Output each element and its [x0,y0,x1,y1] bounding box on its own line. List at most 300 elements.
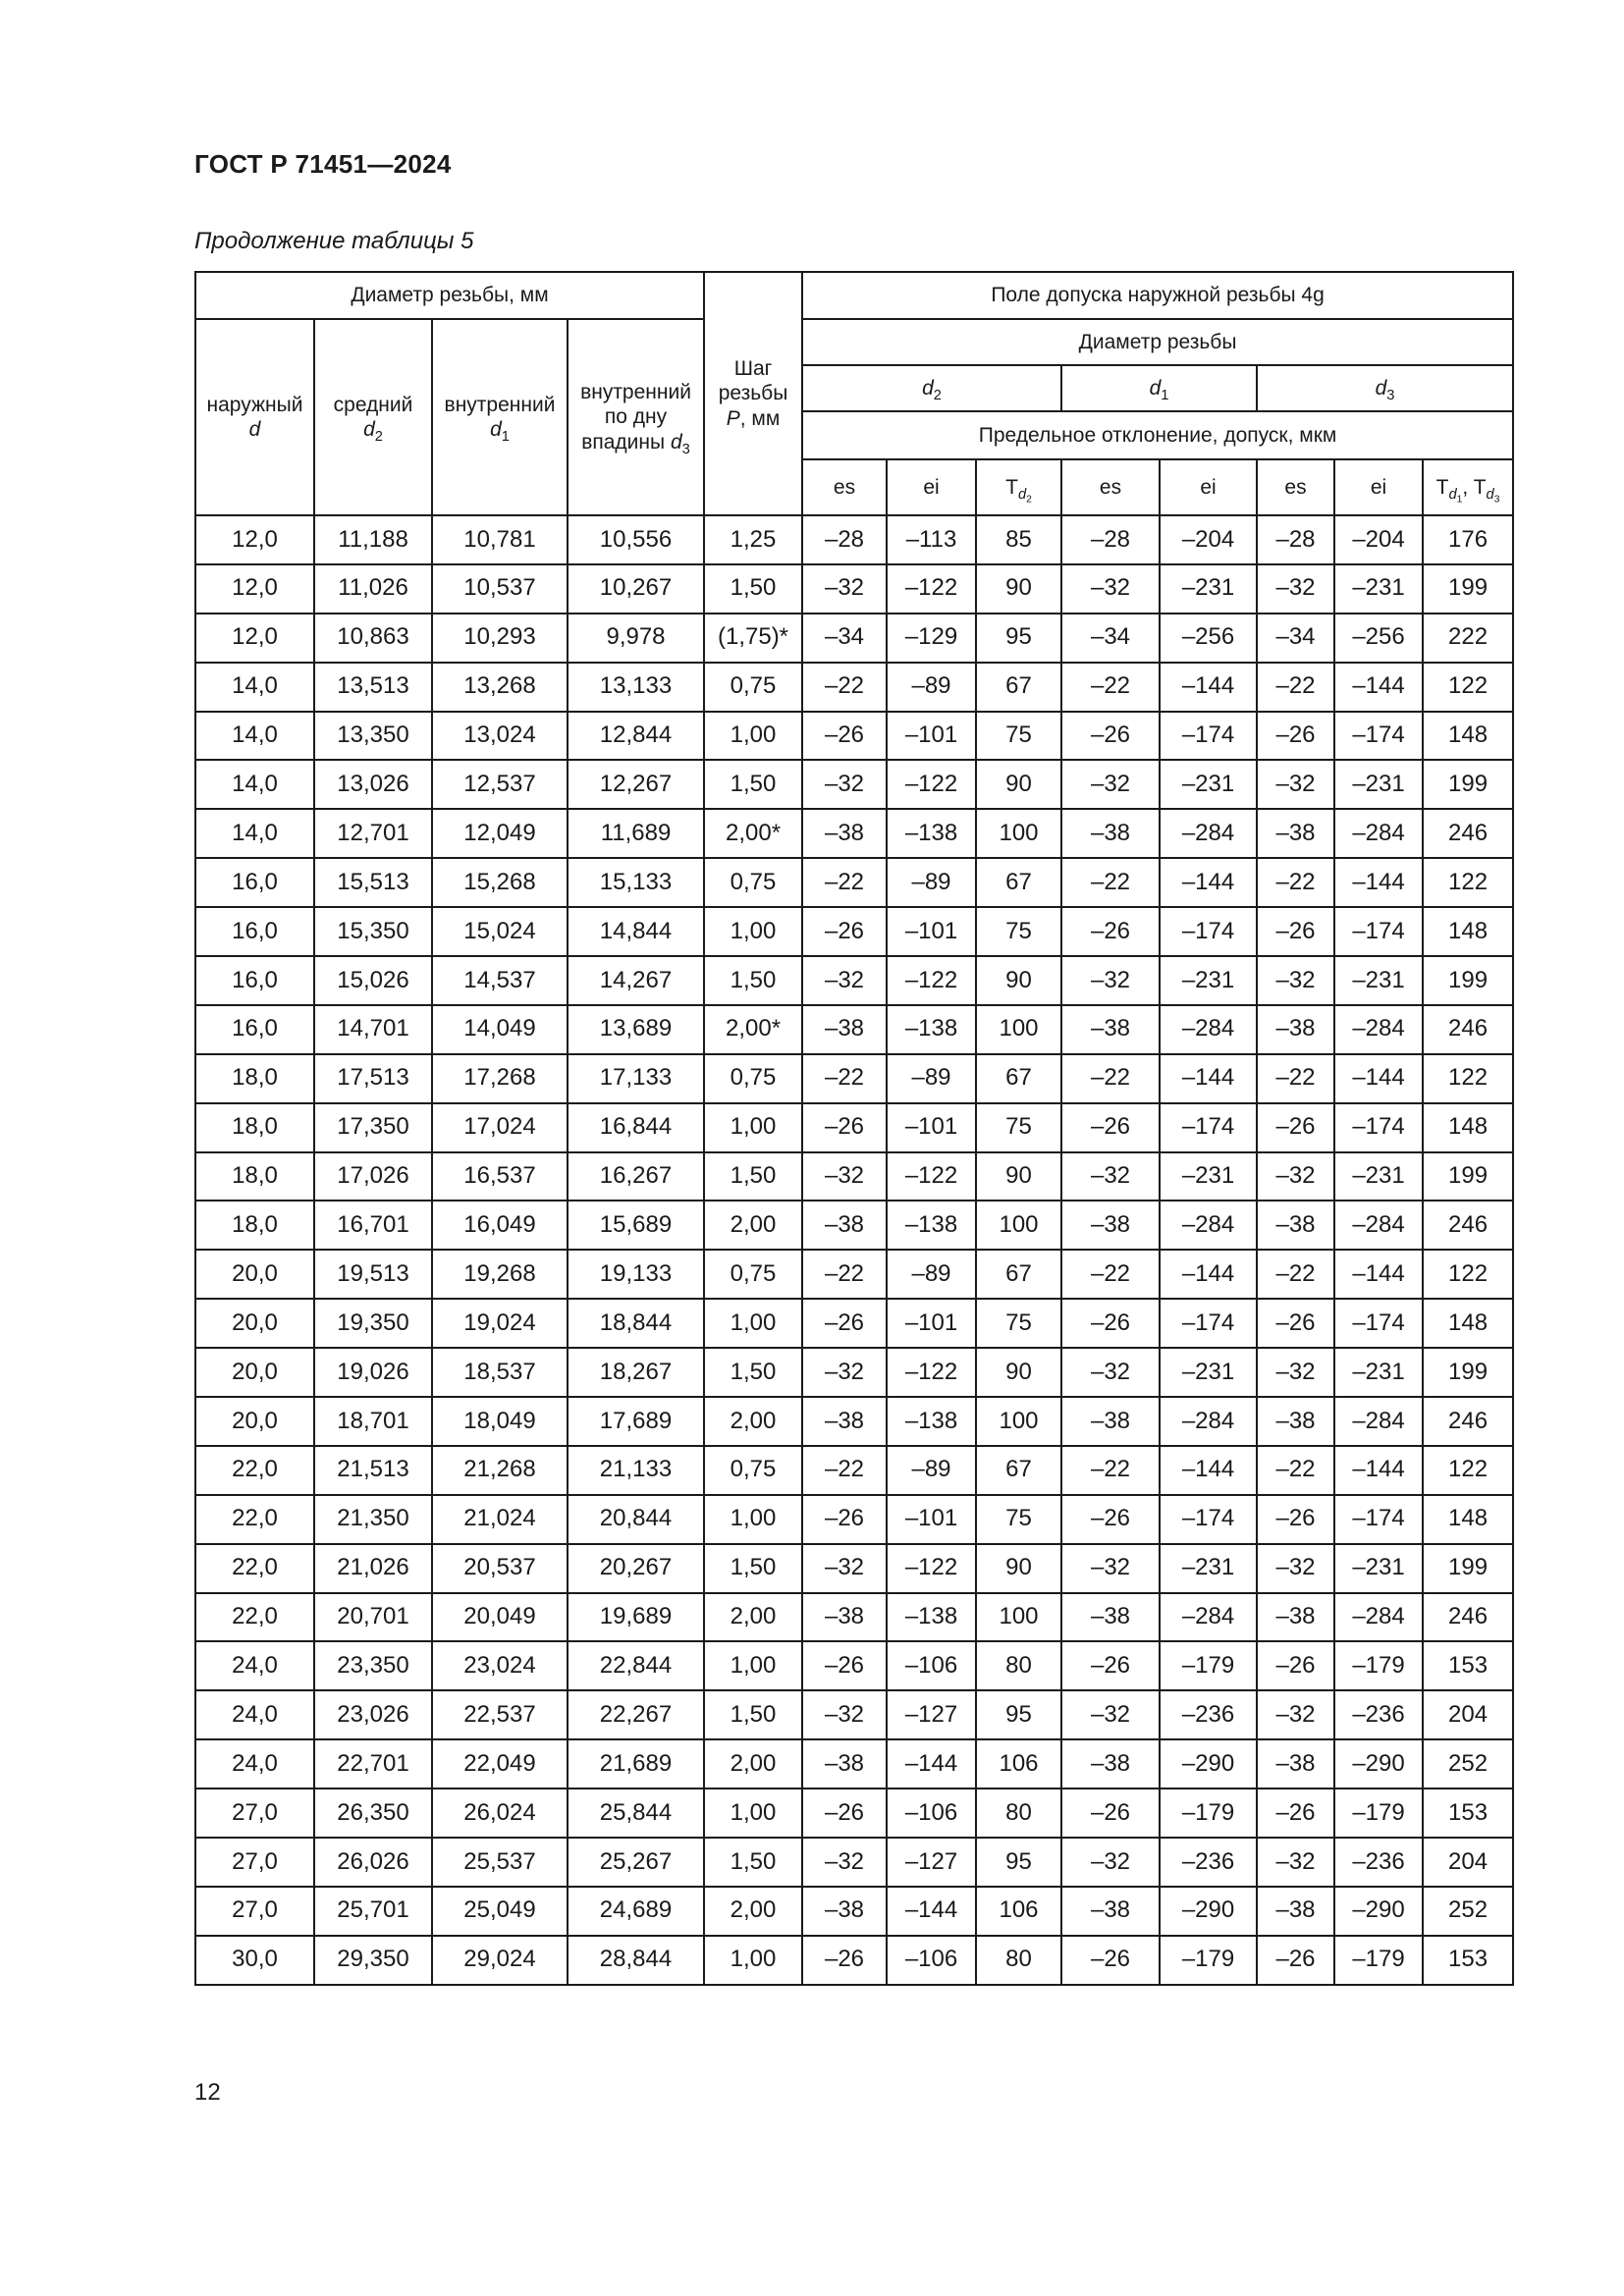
table-cell: 95 [976,1838,1061,1887]
table-cell: –26 [1061,1789,1160,1838]
table-cell: 1,50 [704,564,802,614]
table-cell: 22,049 [432,1739,568,1789]
table-cell: 29,024 [432,1936,568,1985]
header-pitch [704,272,802,515]
table-cell: –236 [1160,1690,1257,1739]
table-cell: –38 [1061,1201,1160,1250]
table-cell: 22,267 [568,1690,704,1739]
table-cell: 148 [1423,907,1513,956]
table-row [195,1005,1513,1054]
table-cell: –22 [1257,858,1334,907]
table-cell: 1,50 [704,1838,802,1887]
table-cell: –236 [1334,1838,1423,1887]
table-cell: 22,537 [432,1690,568,1739]
table-cell: –38 [802,1593,887,1642]
table-cell: 16,0 [195,1005,314,1054]
table-cell: –26 [1257,712,1334,761]
table-cell: –138 [887,809,976,858]
table-cell: –144 [1160,1054,1257,1103]
table-row [195,1641,1513,1690]
table-cell: 90 [976,564,1061,614]
table-cell: –32 [802,760,887,809]
table-cell: –22 [1257,1054,1334,1103]
table-cell: –26 [1257,1299,1334,1348]
table-cell: 67 [976,663,1061,712]
header-outer-label: наружный [206,393,303,416]
table-cell: –231 [1334,1544,1423,1593]
header-es-d3: es [1257,459,1334,515]
table-row [195,1936,1513,1985]
table-cell: –32 [1061,1348,1160,1397]
table-cell: 16,0 [195,907,314,956]
table-cell: 25,267 [568,1838,704,1887]
table-cell: 13,513 [314,663,432,712]
table-cell: 20,537 [432,1544,568,1593]
table-cell: 100 [976,809,1061,858]
table-cell: 90 [976,760,1061,809]
table-cell: –38 [802,1397,887,1446]
table-cell: –179 [1334,1789,1423,1838]
table-cell: 12,0 [195,614,314,663]
table-cell: –89 [887,1446,976,1495]
table-cell: 30,0 [195,1936,314,1985]
table-cell: 12,844 [568,712,704,761]
table-row [195,1299,1513,1348]
table-cell: 15,268 [432,858,568,907]
table-cell: –256 [1160,614,1257,663]
table-cell: 148 [1423,1103,1513,1152]
header-root-diameter [568,319,704,515]
table-cell: –101 [887,1103,976,1152]
table-cell: –22 [1257,1250,1334,1299]
table-cell: –284 [1160,1005,1257,1054]
table-cell: 2,00* [704,1005,802,1054]
table-cell: 15,026 [314,956,432,1005]
table-cell: –290 [1160,1887,1257,1936]
table-cell: –32 [1257,1838,1334,1887]
header-td2-d: d [1017,486,1027,503]
table-cell: –22 [1061,1250,1160,1299]
table-cell: –204 [1334,515,1423,564]
table-cell: 10,293 [432,614,568,663]
table-cell: –231 [1160,1544,1257,1593]
table-cell: –89 [887,663,976,712]
table-cell: 17,513 [314,1054,432,1103]
table-cell: –22 [1061,1054,1160,1103]
table-cell: 26,350 [314,1789,432,1838]
header-thread-diameter: Диаметр резьбы [802,319,1513,365]
table-cell: 246 [1423,1397,1513,1446]
table-cell: 16,0 [195,956,314,1005]
header-d1-subscript: 1 [1161,388,1169,404]
table-row [195,1887,1513,1936]
table-cell: 16,844 [568,1103,704,1152]
table-cell: –38 [1257,1739,1334,1789]
table-cell: –106 [887,1641,976,1690]
table-cell: –174 [1334,1495,1423,1544]
table-cell: –22 [802,1054,887,1103]
table-cell: 20,0 [195,1397,314,1446]
table-cell: 13,350 [314,712,432,761]
table-cell: 106 [976,1739,1061,1789]
table-cell: 18,0 [195,1201,314,1250]
table-cell: 14,0 [195,760,314,809]
table-cell: 15,350 [314,907,432,956]
table-cell: –32 [802,1690,887,1739]
table-row [195,1495,1513,1544]
header-mid-diameter [314,319,432,515]
table-cell: 23,026 [314,1690,432,1739]
page-number: 12 [194,2079,221,2106]
table-cell: –144 [1160,1250,1257,1299]
table-cell: 11,188 [314,515,432,564]
table-cell: 17,133 [568,1054,704,1103]
table-cell: 10,537 [432,564,568,614]
header-inner-symbol: d [490,418,502,441]
table-cell: 148 [1423,1495,1513,1544]
table-cell: –174 [1334,907,1423,956]
header-ei-d2: ei [887,459,976,515]
table-cell: –28 [1257,515,1334,564]
header-td3-d: d [1486,486,1494,503]
table-cell: 27,0 [195,1887,314,1936]
table-cell: –122 [887,956,976,1005]
table-cell: –144 [1334,858,1423,907]
table-cell: –26 [1257,1936,1334,1985]
table-cell: –26 [1061,1495,1160,1544]
header-root-symbol: d [670,430,682,454]
table-caption: Продолжение таблицы 5 [194,228,474,254]
table-cell: 246 [1423,1005,1513,1054]
table-cell: 122 [1423,858,1513,907]
table-cell: –127 [887,1690,976,1739]
table-row [195,1838,1513,1887]
table-cell: –138 [887,1201,976,1250]
table-cell: –32 [1061,956,1160,1005]
header-d3-symbol: d [1375,376,1387,400]
table-cell: 17,024 [432,1103,568,1152]
table-cell: 1,50 [704,1544,802,1593]
header-inner-subscript: 1 [501,429,510,446]
table-row [195,564,1513,614]
table-cell: 19,350 [314,1299,432,1348]
table-cell: –231 [1160,564,1257,614]
header-td1-d: d [1448,486,1457,503]
table-cell: 13,024 [432,712,568,761]
header-diameter-group: Диаметр резьбы, мм [195,272,704,319]
table-row [195,1690,1513,1739]
table-cell: 122 [1423,1446,1513,1495]
table-cell: 18,0 [195,1054,314,1103]
table-cell: 13,689 [568,1005,704,1054]
table-cell: 18,701 [314,1397,432,1446]
table-cell: –179 [1160,1789,1257,1838]
table-cell: –179 [1334,1936,1423,1985]
table-cell: –26 [802,1789,887,1838]
table-cell: 24,0 [195,1690,314,1739]
table-cell: 25,537 [432,1838,568,1887]
table-cell: –26 [1257,1103,1334,1152]
header-ei-d1: ei [1160,459,1257,515]
table-cell: 15,024 [432,907,568,956]
table-cell: 22,0 [195,1593,314,1642]
table-cell: 75 [976,907,1061,956]
table-cell: 29,350 [314,1936,432,1985]
table-cell: –106 [887,1936,976,1985]
table-cell: 176 [1423,515,1513,564]
table-cell: 252 [1423,1887,1513,1936]
table-cell: –26 [802,1641,887,1690]
table-cell: –26 [1061,1936,1160,1985]
table-cell: 15,513 [314,858,432,907]
table-cell: 18,844 [568,1299,704,1348]
table-cell: 23,350 [314,1641,432,1690]
table-cell: –32 [1061,564,1160,614]
table-cell: 9,978 [568,614,704,663]
table-cell: –284 [1334,1397,1423,1446]
table-cell: –26 [802,1936,887,1985]
table-cell: –28 [1061,515,1160,564]
table-cell: –22 [1061,858,1160,907]
table-cell: 122 [1423,663,1513,712]
table-cell: 22,701 [314,1739,432,1789]
table-cell: 1,50 [704,760,802,809]
table-cell: 153 [1423,1789,1513,1838]
table-cell: –22 [1257,663,1334,712]
table-cell: –113 [887,515,976,564]
table-cell: 67 [976,858,1061,907]
table-cell: –26 [802,712,887,761]
table-cell: –179 [1160,1641,1257,1690]
header-outer-diameter [195,319,314,515]
table-cell: 0,75 [704,1446,802,1495]
table-row [195,1739,1513,1789]
table-cell: –38 [1061,1593,1160,1642]
header-root-label: внутренний по дну впадины [580,381,691,454]
table-cell: 2,00 [704,1887,802,1936]
table-cell: 22,0 [195,1544,314,1593]
table-cell: 95 [976,1690,1061,1739]
table-cell: –231 [1160,1348,1257,1397]
table-cell: 18,0 [195,1152,314,1201]
table-cell: 13,268 [432,663,568,712]
table-cell: 24,0 [195,1739,314,1789]
table-row [195,1544,1513,1593]
table-cell: 11,689 [568,809,704,858]
table-cell: 75 [976,1495,1061,1544]
table-cell: –144 [1334,1054,1423,1103]
table-cell: 21,689 [568,1739,704,1789]
table-cell: 0,75 [704,663,802,712]
table-row [195,809,1513,858]
table-cell: 10,267 [568,564,704,614]
table-body [195,515,1513,1985]
table-cell: 25,049 [432,1887,568,1936]
table-cell: 75 [976,1103,1061,1152]
table-cell: –144 [887,1887,976,1936]
table-cell: –236 [1334,1690,1423,1739]
table-cell: 67 [976,1054,1061,1103]
table-cell: –127 [887,1838,976,1887]
table-cell: –32 [1257,1690,1334,1739]
table-cell: 22,0 [195,1495,314,1544]
table-cell: 14,0 [195,663,314,712]
table-cell: 153 [1423,1641,1513,1690]
table-cell: 23,024 [432,1641,568,1690]
table-row [195,1593,1513,1642]
table-cell: –38 [802,809,887,858]
table-cell: 80 [976,1641,1061,1690]
table-cell: 20,267 [568,1544,704,1593]
table-cell: –26 [1257,1641,1334,1690]
table-cell: 12,701 [314,809,432,858]
table-cell: 19,026 [314,1348,432,1397]
table-cell: 80 [976,1936,1061,1985]
header-es-d2: es [802,459,887,515]
table-cell: –101 [887,907,976,956]
table-cell: 18,537 [432,1348,568,1397]
table-cell: 2,00 [704,1201,802,1250]
table-cell: –38 [1257,1397,1334,1446]
table-cell: 25,701 [314,1887,432,1936]
table-cell: –26 [1061,1299,1160,1348]
table-cell: 2,00* [704,809,802,858]
table-cell: 122 [1423,1250,1513,1299]
table-cell: 0,75 [704,858,802,907]
table-cell: –179 [1160,1936,1257,1985]
table-cell: –231 [1334,956,1423,1005]
table-cell: 11,026 [314,564,432,614]
table-cell: –129 [887,614,976,663]
table-cell: 16,267 [568,1152,704,1201]
table-cell: –26 [1257,1495,1334,1544]
table-cell: 19,689 [568,1593,704,1642]
table-row [195,907,1513,956]
table-cell: 12,537 [432,760,568,809]
table-cell: –22 [802,1250,887,1299]
table-row [195,1152,1513,1201]
header-deviation: Предельное отклонение, допуск, мкм [802,411,1513,459]
table-cell: 21,026 [314,1544,432,1593]
table-cell: 75 [976,1299,1061,1348]
table-cell: 12,0 [195,515,314,564]
table-row [195,1789,1513,1838]
table-cell: (1,75)* [704,614,802,663]
table-cell: 15,689 [568,1201,704,1250]
table-cell: 1,00 [704,907,802,956]
header-td2 [976,459,1061,515]
table-cell: 90 [976,956,1061,1005]
table-cell: 199 [1423,1348,1513,1397]
table-cell: –174 [1160,1299,1257,1348]
header-pitch-unit: , мм [739,406,781,430]
table-cell: 95 [976,614,1061,663]
table-cell: –231 [1160,760,1257,809]
table-cell: 148 [1423,712,1513,761]
table-cell: 21,268 [432,1446,568,1495]
table-cell: –101 [887,712,976,761]
table-cell: –284 [1334,1593,1423,1642]
table-cell: –204 [1160,515,1257,564]
table-cell: 80 [976,1789,1061,1838]
header-d3 [1257,365,1513,411]
table-cell: –38 [1061,1397,1160,1446]
table-cell: –28 [802,515,887,564]
table-cell: 246 [1423,1593,1513,1642]
table-cell: –122 [887,1544,976,1593]
table-cell: –144 [1334,1446,1423,1495]
table-cell: –144 [887,1739,976,1789]
table-cell: –22 [1061,1446,1160,1495]
table-header [195,272,1513,515]
table-cell: –38 [802,1005,887,1054]
table-cell: 85 [976,515,1061,564]
table-row [195,663,1513,712]
header-inner-label: внутренний [444,393,556,416]
table-cell: –38 [1257,1201,1334,1250]
table-cell: –144 [1334,663,1423,712]
table-cell: 252 [1423,1739,1513,1789]
table-cell: –174 [1334,712,1423,761]
table-cell: 75 [976,712,1061,761]
header-outer-symbol: d [248,418,261,441]
table-row [195,1446,1513,1495]
header-d2 [802,365,1061,411]
table-cell: –174 [1334,1299,1423,1348]
table-cell: –32 [1257,760,1334,809]
table-cell: 67 [976,1250,1061,1299]
table-cell: 1,25 [704,515,802,564]
table-row [195,1201,1513,1250]
table-cell: –174 [1334,1103,1423,1152]
table-cell: –32 [802,1348,887,1397]
table-cell: –26 [802,907,887,956]
table-cell: –26 [1061,907,1160,956]
header-inner-diameter [432,319,568,515]
table-cell: 14,049 [432,1005,568,1054]
table-cell: 14,0 [195,712,314,761]
table-cell: –32 [802,564,887,614]
table-cell: 90 [976,1152,1061,1201]
table-cell: 14,844 [568,907,704,956]
table-cell: 18,267 [568,1348,704,1397]
table-cell: 1,00 [704,712,802,761]
table-cell: –144 [1160,1446,1257,1495]
thread-tolerance-table [194,271,1514,1986]
table-cell: 13,026 [314,760,432,809]
table-cell: 17,689 [568,1397,704,1446]
header-td-comma: , [1462,475,1474,499]
table-cell: 24,0 [195,1641,314,1690]
table-cell: 1,00 [704,1936,802,1985]
table-cell: –32 [802,956,887,1005]
table-cell: 22,844 [568,1641,704,1690]
table-cell: –32 [802,1838,887,1887]
table-row [195,614,1513,663]
table-cell: –290 [1334,1887,1423,1936]
table-cell: –122 [887,760,976,809]
table-row [195,1250,1513,1299]
table-cell: –32 [1257,956,1334,1005]
table-cell: –106 [887,1789,976,1838]
table-cell: –26 [1061,1103,1160,1152]
table-cell: –138 [887,1397,976,1446]
table-cell: 17,026 [314,1152,432,1201]
header-td2-T: T [1005,475,1018,499]
header-d3-subscript: 3 [1386,388,1395,404]
table-cell: –26 [802,1103,887,1152]
table-row [195,1348,1513,1397]
